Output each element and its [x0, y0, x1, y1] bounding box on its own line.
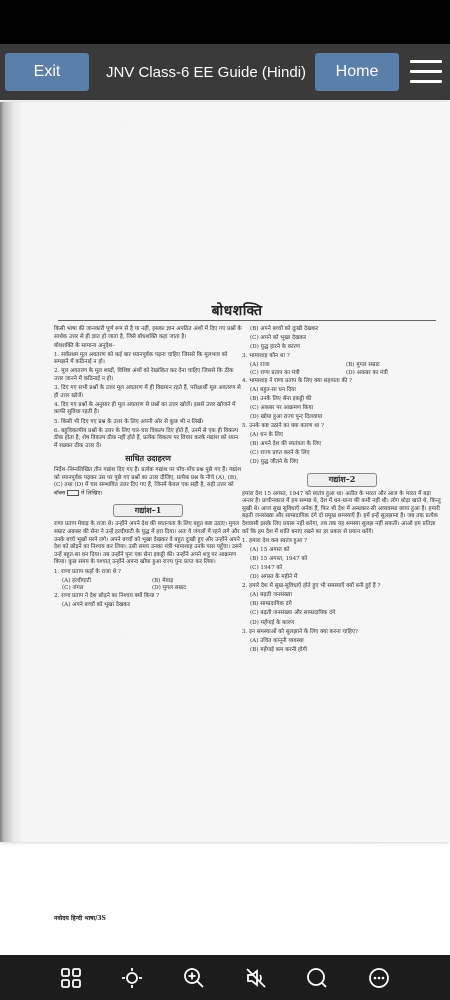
instruction-item: 5. किसी भी दिए गए प्रश्न के उत्तर के लिए अपनी ओर से कुछ भी न लिखें। [54, 418, 204, 425]
question-3: 3. भामाशाह कौन था ? [242, 353, 290, 360]
instruction-item: 1. सर्वप्रथम मूल अवतरण को कई बार ध्यानपूर्वक पढ़ना चाहिए जिससे कि मूलभाव को समझने में कठिनाई न हो। [54, 351, 228, 366]
answer-box [67, 490, 79, 496]
question-1-options [54, 578, 242, 593]
option-c: (C) बढ़ती जनसंख्या और साम्प्रदायिक दंगे [250, 610, 336, 617]
hamburger-menu-icon[interactable] [410, 60, 442, 84]
option-d: (D) महँगाई के कारण [250, 619, 295, 626]
instruction-item: 6. बहुविकल्पीय प्रश्नों के उत्तर के लिए चार-चार विकल्प दिए होते हैं, उनमें से एक ही विकल्प ठीक होता है, शेष विकल्प ठीक नहीं होते हैं, प्रत्येक विकल्प पर विचार करके गद्यांश को ध्यान में रखकर ठीक उत्तर दें। [54, 427, 239, 449]
passage-1-text: राणा प्रताप मेवाड़ के राजा थे। उन्होंने अपने देश की स्वतन्त्रता के लिए बहुत कष्ट उठाए। मुगल सम्राट अकबर की सेना ने उन्हें हल्दीघाटी के युद्ध में हरा दिया। अतः वे जंगलों में रहने लगे और उनके बच्चे भूखों मरने लगे। अपने बच्चों को भूखा देखकर वे बहुत दुःखी हुए और उन्होंने अपने देश को छोड़ने का निश्चय कर लिया। उसी समय उनका मंत्री भामाशाह उनके पास पहुँचा। उसने उन्हें बहुत-सा धन दिया। तब उन्होंने पुनः एक सेना इकट्ठी की। उन्होंने अपने शत्रु पर आक्रमण किया। कुछ समय के पश्चात् उन्होंने अपना खोया हुआ राज्य पुनः प्राप्त कर लिया। [54, 521, 242, 566]
passage-2-heading: गद्यांश–2 [307, 473, 377, 487]
search-icon[interactable] [304, 965, 330, 991]
option-c: (C) जंगल [62, 585, 84, 592]
option-c: (C) अकबर पर आक्रमण किया [250, 404, 314, 411]
option-c: (C) राज्य प्राप्त करने के लिए [250, 450, 310, 457]
option-d: (D) युद्ध जीतने के लिए [250, 459, 299, 466]
option-a: (A) 15 अगस्त को [250, 546, 290, 553]
zoom-in-icon[interactable] [181, 965, 207, 991]
option-b: (B) उनके लिए सेना इकट्ठी की [250, 395, 312, 402]
option-a: (A) हल्दीघाटी [62, 577, 92, 584]
option-a: (A) बहुत-सा धन दिया [250, 386, 296, 393]
option-b: (B) 15 अगस्त, 1947 को [250, 555, 308, 562]
brightness-icon[interactable] [119, 965, 145, 991]
option-d: (D) अकबर का मंत्री [346, 369, 388, 376]
question-3-options [242, 362, 442, 377]
mute-icon[interactable] [243, 965, 269, 991]
bottom-toolbar [0, 955, 450, 1000]
passage-2-question-1: 1. हमारा देश कब स्वतंत्र हुआ ? [242, 537, 308, 544]
option-a: (A) धन के लिए [250, 432, 283, 439]
home-button[interactable]: Home [315, 53, 399, 91]
question-4: 4. भामाशाह ने राणा प्रताप के लिए क्या सहायता की ? [242, 377, 352, 384]
question-2: 2. राणा प्रताप ने देश छोड़ने का निश्चय क्यों किया ? [54, 592, 160, 599]
option-b: (B) महँगाई कम करनी होगी [250, 646, 308, 653]
option-a: (A) अपने बच्चों को भूखा देखकर [62, 601, 130, 608]
option-b: (B) मुगल सम्राट [346, 362, 380, 369]
more-icon[interactable] [366, 965, 392, 991]
passage-2-text: हमारा देश 15 अगस्त, 1947 को स्वतंत्र हुआ था। अतीत के भारत और आज के भारत में बड़ा अन्तर है। प्राचीनकाल में हम सम्पन्न थे, देश में धन-धान्य की कमी नहीं थी। लोग थोड़ा खाते थे, किन्तु सुखी थे। आज सुख सुविधाएँ अनेक हैं, फिर भी देश में अन्धकार-सी अव्यवस्था छाया हुआ है। हमारी बढ़ती जनसंख्या और साम्प्रदायिक दंगे दो प्रमुख समस्याएँ हैं। हमें इन्हें सुलझाना है। जब तक प्रत्येक देशवासी इसके लिए प्रयास नहीं करेगा, तब तक यह समस्या सुलझ नहीं सकती। आओ हम प्रतिज्ञा करें कि हम देश में शांति बनाए रखने का हर प्रकार से प्रयत्न करेंगे। [242, 490, 441, 535]
app-title: JNV Class-6 EE Guide (Hindi) [105, 63, 307, 81]
question-1: 1. राणा प्रताप कहाँ के राजा थे ? [54, 568, 121, 575]
instructions-heading: बोधशक्ति के सामान्य अनुदेश– [54, 342, 116, 349]
passage-2-question-3: 3. इन समस्याओं को सुलझाने के लिए क्या करना चाहिए? [242, 628, 358, 635]
option-d: (D) युद्ध हारने के कारण [250, 344, 300, 351]
page-title: बोधशक्ति [211, 303, 263, 319]
option-d: (D) अगस्त के महीने में [250, 574, 298, 581]
solved-examples-heading: साधित उदाहरण [125, 453, 171, 464]
option-a: (A) राजा [250, 362, 270, 369]
passage-2-question-2: 2. हमारे देश में सुख-सुविधाएँ होते हुए भी समस्याएँ क्यों बनी हुई हैं ? [242, 583, 381, 590]
option-d: (D) खोया हुआ राज्य पुनः दिलवाया [250, 413, 323, 420]
exit-button[interactable]: Exit [5, 53, 89, 91]
option-c: (C) अपने को भूखा देखकर [250, 335, 307, 342]
title-divider [58, 320, 436, 321]
passage-1-heading: गद्यांश–1 [113, 504, 183, 518]
option-a: (A) बढ़ती जनसंख्या [250, 592, 292, 599]
option-b: (B) मेवाड़ [152, 577, 174, 584]
book-page[interactable] [0, 102, 450, 922]
left-column [54, 326, 242, 611]
option-a: (A) उचित कानूनी व्यवस्था [250, 637, 304, 644]
option-c: (C) 1947 को [250, 564, 283, 571]
page-footer: नवोदय हिन्दी भाषा/3S [54, 915, 106, 922]
option-b: (B) साम्प्रदायिक दंगे [250, 601, 292, 608]
app-bar [0, 44, 450, 100]
direction-end: में लिखिए। [81, 490, 103, 497]
question-5: 5. उनके कष्ट उठाने का क्या कारण था ? [242, 423, 324, 430]
grid-icon[interactable] [58, 965, 84, 991]
instruction-item: 3. दिए गए सभी प्रश्नों के उत्तर मूल अवतरण में ही विद्यमान रहते हैं, परीक्षार्थी मूल अवतरण से ही उत्तर खोजें। [54, 385, 241, 399]
option-b: (B) अपने बच्चों को दुःखी देखकर [250, 326, 319, 332]
option-c: (C) राणा प्रताप का मंत्री [250, 369, 300, 376]
direction-body: निर्देश–निम्नलिखित तीन गद्यांश दिए गए हैं। प्रत्येक गद्यांश पर पाँच-पाँच प्रश्न पूछे गए हैं। गद्यांश को ध्यानपूर्वक पढ़कर उस पर पूछे गए प्रश्नों का उत्तर दीजिए, प्रत्येक प्रश्न के नीचे (A), (B), (C) तथा (D) में चार सम्भावित उत्तर दिए गए हैं, जिनमें केवल एक सही है, सही उत्तर को बॉक्स [54, 467, 242, 497]
instruction-item: 4. दिए गए प्रश्नों के अनुसार ही मूल अवतरण से प्रश्नों का उत्तर खोजें। इससे उत्तर खोजने में काफी सुविधा रहती है। [54, 401, 236, 416]
option-b: (B) अपने देश की स्वतंत्रता के लिए [250, 441, 322, 448]
instruction-item: 2. मूल अवतरण के मूल शब्दों, विशिष्ट अंशों को रेखांकित कर देना चाहिए जिससे कि ठीक उत्तर जानने में कठिनाई न हो। [54, 368, 234, 383]
right-column [242, 326, 442, 656]
direction-text [54, 467, 242, 498]
status-bar [0, 0, 450, 44]
option-d: (D) मुगल सम्राट [152, 585, 187, 592]
intro-text: किसी भाषा की जानकारी पूर्ण रूप से है या नहीं, इसका ज्ञान अपठित अंशों में दिए गए प्रश्नों के सार्थक उत्तर से ही ज्ञात हो जाता है, जिसे बोधशक्ति कहा जाता है। [54, 326, 242, 340]
